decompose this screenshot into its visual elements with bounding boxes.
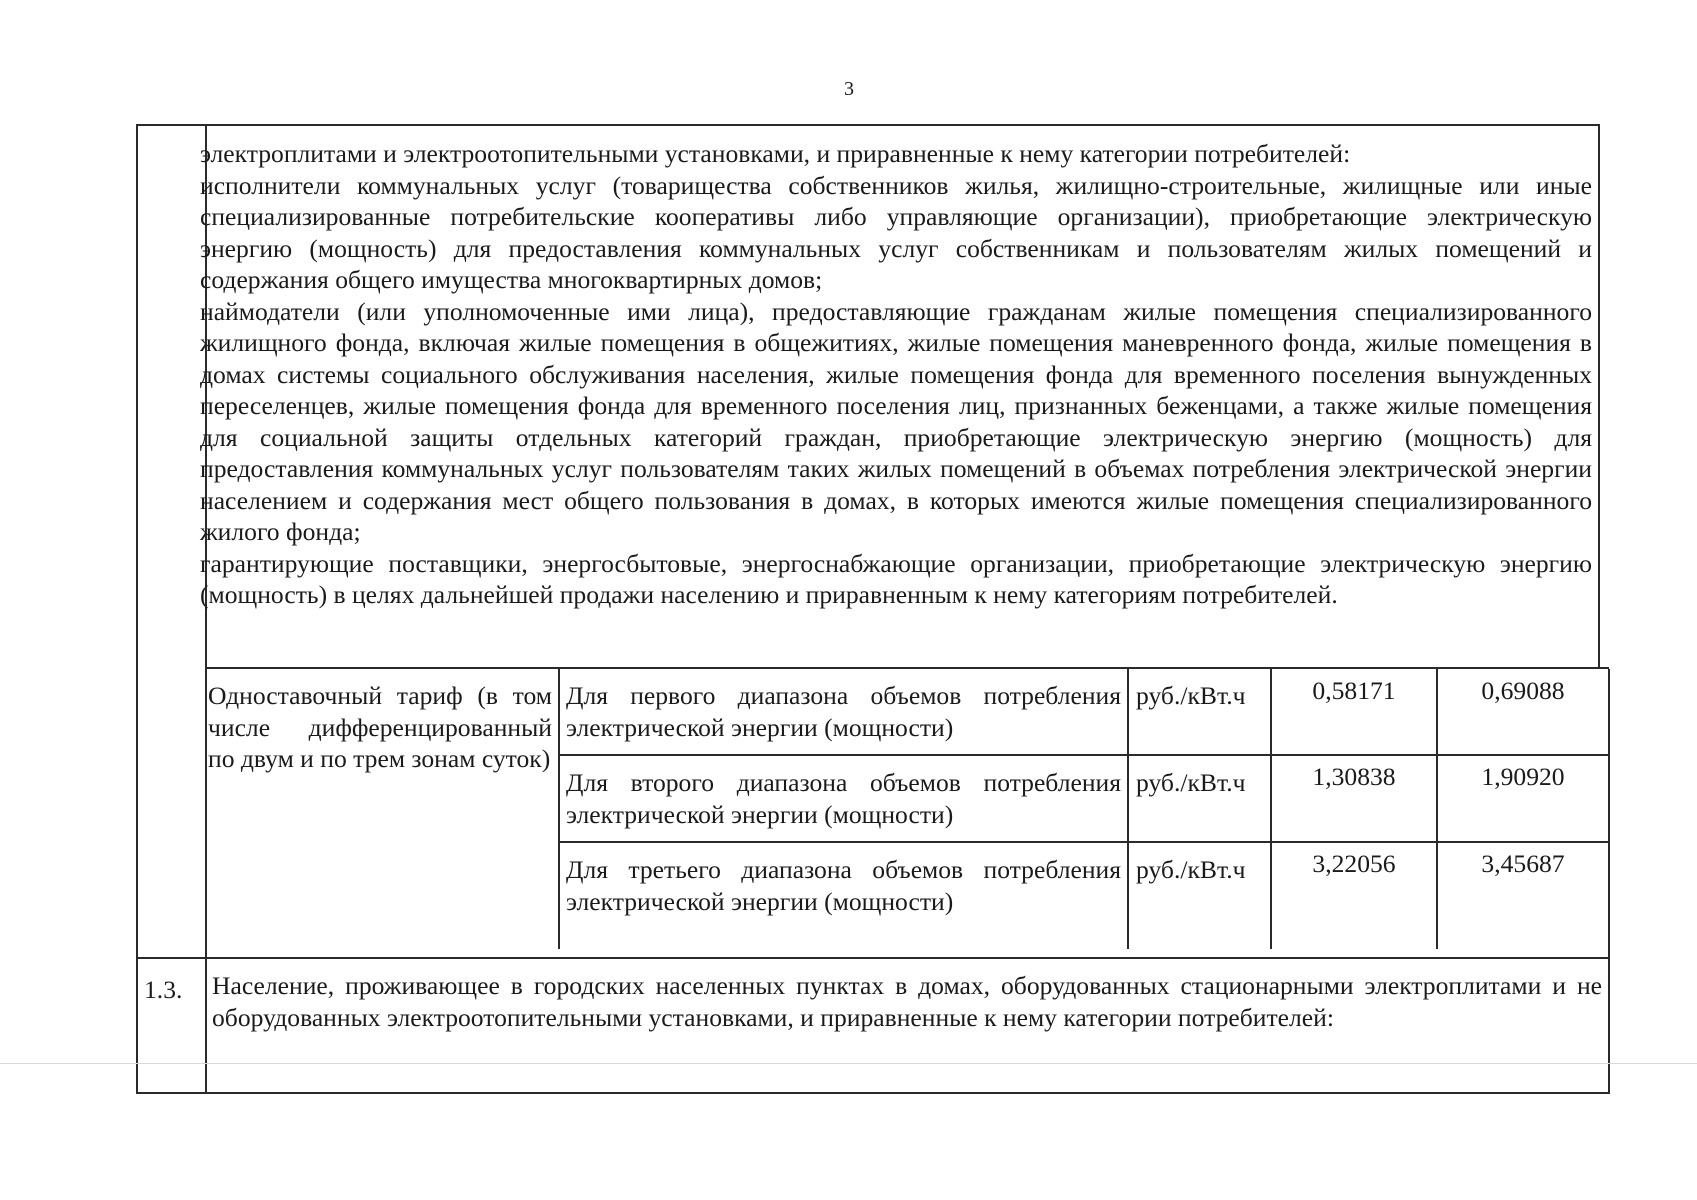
tariff-divider-range — [1127, 667, 1129, 949]
tariff-divider-value — [1436, 667, 1438, 949]
tariff-divider-name — [558, 667, 560, 949]
tariff-value2-2: 1,90920 — [1481, 762, 1565, 791]
section-1-3-top-rule — [136, 957, 1610, 959]
tariff-row-rule-2 — [558, 841, 1609, 843]
tariff-top-rule — [205, 667, 1609, 669]
tariff-range-3: Для третьего диапазона объемов потребления электрической энергии (мощности) — [566, 855, 1121, 916]
paragraph-3: наймодатели (или уполномоченные ими лица), предоставляющие гражданам жилые помещения специализированного жилищного фонда, включая жилые помещения в общежитиях, жилые помещения маневренного фонда, жилые помещения в домах системы социального обслуживания населения, жилые помещения фонда для временного поселения вынужденных переселенцев, жилые помещения фонда для временного поселения лиц, признанных беженцами, а также жилые помещения для социальной защиты отдельных категорий граждан, приобретающие электрическую энергию (мощность) для предоставления коммунальных услуг пользователям таких жилых помещений в объемах потребления электрической энергии населением и содержания мест общего пользования в домах, в которых имеются жилые помещения специализированного жилого фонда; — [200, 296, 1592, 546]
table-border-left — [136, 124, 138, 1094]
tariff-name: Одноставочный тариф (в том числе дифференцированный по двум и по трем зонам суток) — [208, 681, 552, 773]
tariff-value1-3: 3,22056 — [1312, 849, 1396, 878]
continuation-text — [200, 138, 1592, 611]
scan-artifact-line — [0, 1063, 1697, 1064]
section-1-3-text: Население, проживающее в городских населенных пунктах в домах, оборудованных стационарными электроплитами и не оборудованных электроотопительными установками, и приравненные к нему категории потребителей: — [212, 971, 1602, 1032]
tariff-unit-3: руб./кВт.ч — [1136, 855, 1246, 884]
tariff-range-2: Для второго диапазона объемов потребления электрической энергии (мощности) — [566, 768, 1121, 829]
table-border-right — [1598, 124, 1600, 669]
tariff-row-rule-1 — [558, 754, 1609, 756]
table-border-bottom — [136, 1092, 1610, 1094]
tariff-range-1: Для первого диапазона объемов потребления электрической энергии (мощности) — [566, 681, 1121, 742]
paragraph-1: электроплитами и электроотопительными установками, и приравненные к нему категории потребителей: — [200, 139, 1351, 168]
paragraph-4: гарантирующие поставщики, энергосбытовые, энергоснабжающие организации, приобретающие электрическую энергию (мощность) в целях дальнейшей продажи населению и приравненным к нему категориям потребителей. — [200, 548, 1592, 609]
tariff-divider-unit — [1270, 667, 1272, 949]
tariff-table — [136, 124, 1600, 1094]
tariff-value1-2: 1,30838 — [1312, 762, 1396, 791]
section-1-3-number: 1.3. — [144, 975, 183, 1004]
tariff-value2-1: 0,69088 — [1481, 676, 1565, 705]
tariff-unit-1: руб./кВт.ч — [1136, 681, 1246, 710]
tariff-value2-3: 3,45687 — [1481, 849, 1565, 878]
table-border-top — [136, 124, 1600, 126]
table-border-right-lower — [1608, 669, 1610, 1094]
tariff-value1-1: 0,58171 — [1312, 676, 1396, 705]
page-number: 3 — [844, 78, 854, 100]
paragraph-2: исполнители коммунальных услуг (товарищества собственников жилья, жилищно-строительные, жилищные или иные специализированные потребительские кооперативы либо управляющие организации), приобретающие электрическую энергию (мощность) для предоставления коммунальных услуг собственникам и пользователям жилых помещений и содержания общего имущества многоквартирных домов; — [200, 170, 1592, 294]
tariff-unit-2: руб./кВт.ч — [1136, 768, 1246, 797]
